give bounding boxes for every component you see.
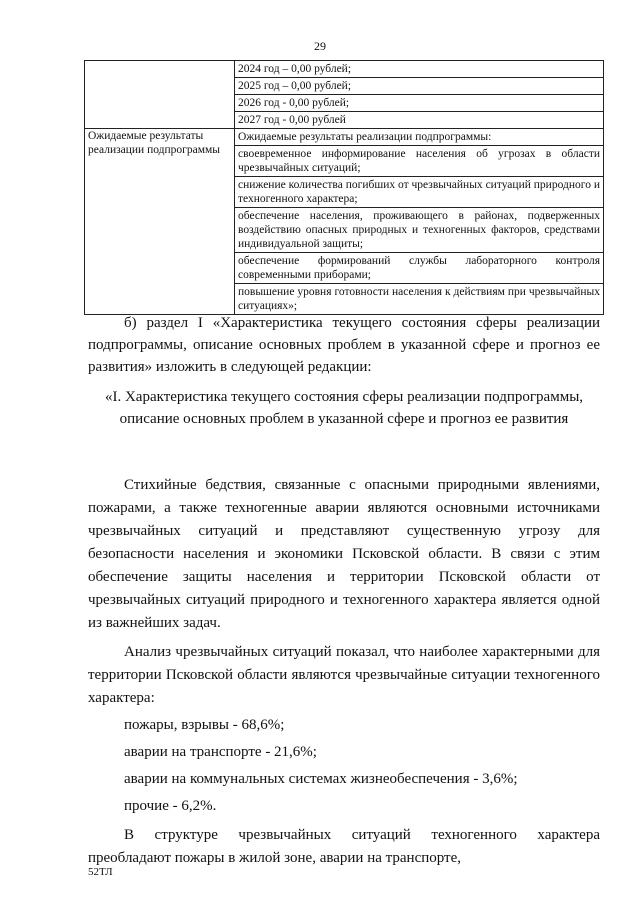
main-text bbox=[88, 474, 600, 870]
body-text bbox=[88, 312, 600, 430]
results-line: обеспечение формирований службы лабораторного контроля современными приборами; bbox=[235, 253, 603, 284]
results-line: Ожидаемые результаты реализации подпрограммы: bbox=[235, 129, 603, 146]
paragraph: Анализ чрезвычайных ситуаций показал, что наиболее характерными для территории Псковской области являются чрезвычайные ситуации техногенного характера: bbox=[88, 644, 600, 706]
table-row-results bbox=[85, 129, 604, 315]
results-line: повышение уровня готовности населения к действиям при чрезвычайных ситуациях»; bbox=[238, 286, 600, 312]
intro-paragraph: б) раздел I «Характеристика текущего состояния сферы реализации подпрограммы, описание основных проблем в указанной сфере и прогноз ее развития» изложить в следующей редакции: bbox=[88, 315, 600, 375]
funding-line: 2024 год – 0,00 рублей; bbox=[235, 61, 603, 78]
funding-line: 2026 год - 0,00 рублей; bbox=[235, 95, 603, 112]
paragraph: В структуре чрезвычайных ситуаций техногенного характера преобладают пожары в жилой зоне, аварии на транспорте, bbox=[88, 827, 600, 866]
section-heading: «I. Характеристика текущего состояния сферы реализации подпрограммы, описание основных проблем в указанной сфере и прогноз ее развития bbox=[104, 389, 584, 427]
subprogram-passport-table bbox=[84, 60, 604, 315]
funding-line: 2025 год – 0,00 рублей; bbox=[235, 78, 603, 95]
results-line: снижение количества погибших от чрезвычайных ситуаций природного и техногенного характера; bbox=[235, 177, 603, 208]
table-cell-empty bbox=[85, 61, 235, 129]
paragraph: Стихийные бедствия, связанные с опасными природными явлениями, пожарами, а также техногенные аварии являются основными источниками чрезвычайных ситуаций и представляют существенную угрозу для безопасности населения и экономики Псковской области. В связи с этим обеспечение защиты населения и территории Псковской области от чрезвычайных ситуаций природного и техногенного характера является одной из важнейших задач. bbox=[88, 477, 600, 631]
footer-code: 52ТЛ bbox=[88, 866, 113, 878]
results-line: обеспечение населения, проживающего в районах, подверженных воздействию опасных природных и техногенных факторов, средствами индивидуальной защиты; bbox=[235, 208, 603, 253]
list-item: прочие - 6,2%. bbox=[124, 798, 217, 814]
list-item: аварии на коммунальных системах жизнеобеспечения - 3,6%; bbox=[124, 771, 518, 787]
page-number: 29 bbox=[314, 39, 326, 53]
funding-line: 2027 год - 0,00 рублей bbox=[238, 114, 346, 126]
table-cell-funding bbox=[235, 61, 604, 129]
table-cell-results bbox=[235, 129, 604, 315]
list-item: аварии на транспорте - 21,6%; bbox=[124, 744, 317, 760]
results-label: Ожидаемые результаты реализации подпрограммы bbox=[85, 129, 235, 315]
list-item: пожары, взрывы - 68,6%; bbox=[124, 717, 285, 733]
results-line: своевременное информирование населения об угрозах в области чрезвычайных ситуаций; bbox=[235, 146, 603, 177]
table-row-funding bbox=[85, 61, 604, 129]
